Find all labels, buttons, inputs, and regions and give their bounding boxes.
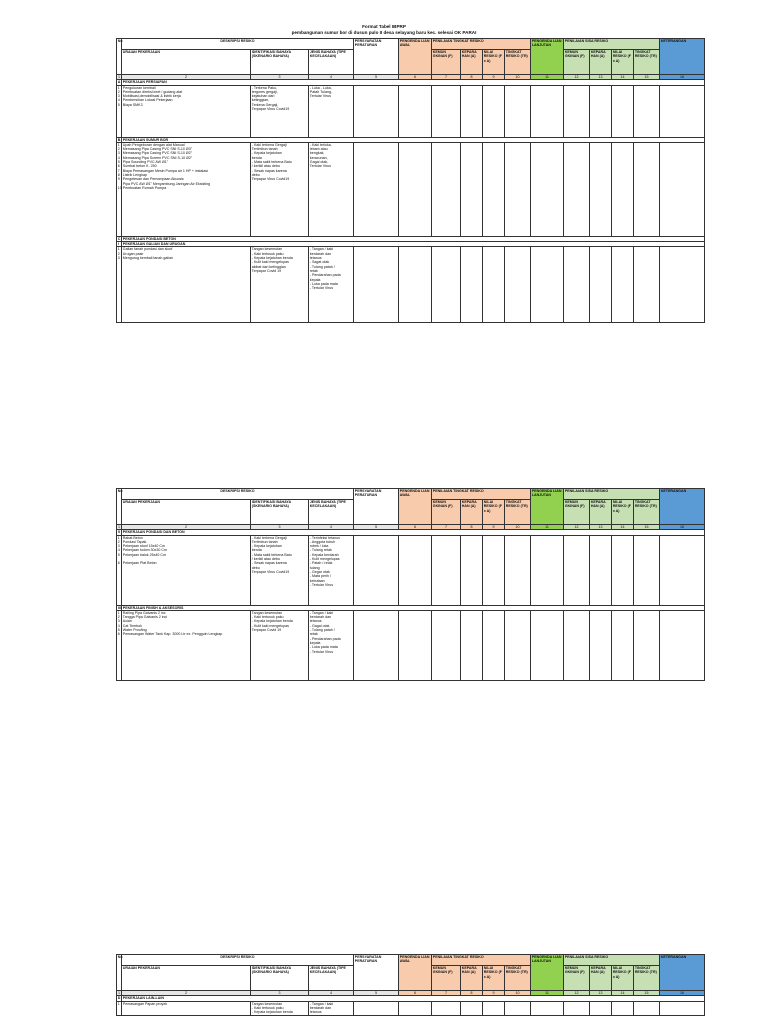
cell-line: Pekerjaan kolom 30x30 Cm: [122, 548, 167, 553]
work-items: [122, 142, 251, 236]
col-penilaian-sisa-header: PENILAIAN SISA RESIKO: [564, 489, 660, 500]
cell-line: - Tertular Virus: [309, 582, 334, 587]
col-nilai-header: NILAI RESIKO (F x A): [483, 50, 505, 75]
col-sisa-kemungkinan-header: KEMUN GKINAN (F): [564, 500, 590, 525]
section-title: PEKERJAAN PONDASI BETON: [122, 236, 705, 241]
cell-line: 2: [117, 615, 120, 620]
cell-line: 7: [117, 168, 120, 173]
cell-line: - Kulit kaki mengelupas: [251, 260, 289, 265]
document-title: Format Tabel IBPRP: [362, 24, 406, 29]
header-row-1: [117, 489, 705, 500]
col-pengendalian-awal-header: PENGENDA LIAN AWAL: [399, 955, 432, 991]
cell-line: - Tangan / kaki: [309, 247, 334, 252]
risk-table-page-1: [116, 38, 705, 323]
col-num: 2: [122, 991, 251, 996]
col-keparahan-header: KEPARA HAN (A): [461, 500, 483, 525]
cell-line: 3: [117, 256, 120, 261]
hazard-identification: [251, 247, 309, 323]
col-sisa-tingkat-header: TINGKAT RESIKO (TR): [634, 50, 660, 75]
cell-line: Memasang Pipa Casing PVC SNI S-10 Ø3": [122, 147, 192, 152]
cell-line: - Pendarahan pada: [309, 636, 341, 641]
col-sisa-keparahan-header: KEPARA HAN (A): [590, 500, 612, 525]
cell-line: Pemasangan Papan proyek: [122, 1001, 168, 1006]
section-title: PEKERJAAN PERSIAPAN: [122, 80, 705, 85]
section-code: II: [117, 530, 120, 535]
col-num: 2: [122, 525, 251, 530]
cell-line: 5: [117, 628, 120, 633]
cell-line: keracunan,: [309, 155, 328, 160]
col-num: 2: [122, 75, 251, 80]
cell-line: Listrik Lengkap: [122, 172, 147, 177]
col-num: 15: [634, 75, 660, 80]
cell-line: kepala: [309, 277, 321, 282]
col-num: 10: [505, 525, 531, 530]
col-tingkat-header: TINGKAT RESIKO (TR): [505, 500, 531, 525]
cell-line: Biaya SMK3: [122, 102, 143, 107]
col-sisa-nilai-header: NILAI RESIKO (F x A): [612, 50, 634, 75]
col-num: 8: [461, 525, 483, 530]
cell-line: - Kaki tertusuk paku: [251, 1005, 284, 1010]
cell-line: Pipa PVC AW Ø1" Menyambung Jaringan Air Eksisting: [122, 181, 211, 186]
section-code: C: [117, 236, 121, 241]
col-no-header: No: [117, 489, 122, 525]
cell-line: 5: [117, 552, 120, 557]
cell-line: Tertimbun tanah: [251, 147, 278, 152]
cell-line: Pondasi Tapak: [122, 539, 147, 544]
cell-line: tetanus: [309, 619, 322, 624]
col-num: 1: [118, 991, 120, 995]
section-title: PEKERJAAN SUMUR BOR: [122, 137, 705, 142]
cell-line: kejatuhan dari: [251, 94, 275, 99]
cell-line: 6: [117, 561, 120, 566]
col-sisa-tingkat-header: TINGKAT RESIKO (TR): [634, 966, 660, 991]
cell-line: Tangan kesemutan: [251, 247, 283, 252]
cell-line: - Sesak napas karena: [251, 168, 287, 173]
cell-line: - Patah / retak: [309, 561, 333, 566]
cell-line: Pengetesan dan Pemompaan Akuosis: [122, 177, 184, 182]
cell-line: 4: [117, 98, 120, 103]
col-num: 13: [590, 991, 612, 996]
table-row: [117, 142, 705, 236]
cell-line: Pembuatan Rumah Pompa: [122, 185, 167, 190]
col-num: 16: [660, 525, 705, 530]
col-deskripsi-header: DESKRIPSI RESIKO: [122, 39, 354, 50]
header-row-1: [117, 39, 705, 50]
cell-line: - Terkena Paku,: [251, 85, 277, 90]
hazard-identification: [251, 535, 309, 605]
col-penilaian-tingkat-header: PENILAIAN TINGKAT RESIKO: [432, 955, 531, 966]
col-num: 4: [309, 525, 354, 530]
cell-line: Terpapar Virus Covid19: [251, 569, 290, 574]
section-title: PEKERJAAN LAIN-LAIN: [122, 996, 705, 1001]
col-sisa-kemungkinan-header: KEMUN GKINAN (F): [564, 50, 590, 75]
cell-line: - Kepala kejatuhan: [251, 151, 282, 156]
section-code: B: [117, 137, 121, 142]
col-uraian-header: URAIAN PEKERJAAN: [122, 50, 251, 75]
cell-line: - Tertular Virus: [309, 286, 334, 291]
hazard-type: [309, 1001, 354, 1015]
cell-line: - Kaki terluka,: [309, 142, 332, 147]
section-code: A: [117, 80, 121, 85]
cell-line: 1: [117, 535, 120, 540]
cell-line: Pembuatan direksi keet / gudang alat: [122, 89, 183, 94]
col-num: 7: [432, 75, 461, 80]
cell-line: berdarah dan: [309, 1005, 332, 1010]
cell-line: Terkena Gergaji,: [251, 102, 279, 107]
cell-line: 2: [117, 539, 120, 544]
col-num: 8: [461, 991, 483, 996]
cell-line: 10: [117, 185, 122, 190]
cell-line: - Tangan / kaki: [309, 610, 334, 615]
cell-line: - Kaki terkena Gergaji: [251, 535, 287, 540]
col-num: 1: [118, 75, 120, 79]
cell-line: - Kaki tertusuk paku: [251, 251, 284, 256]
col-num: 9: [483, 525, 505, 530]
cell-line: - Mata perih /: [309, 574, 331, 579]
cell-line: 4: [117, 623, 120, 628]
cell-line: - Kepala kejatuhan: [251, 544, 282, 549]
col-sisa-keparahan-header: KEPARA HAN (A): [590, 966, 612, 991]
cell-line: Cat Tembok: [122, 623, 142, 628]
hazard-type: [309, 85, 354, 137]
document-subtitle: pembangunan sumur bor di dusun pulo II desa selayang baru kec. selesai OK PARAI: [291, 30, 477, 35]
hazard-type: [309, 535, 354, 605]
cell-line: - Sesak napas karena: [251, 561, 287, 566]
risk-table-page-2: [116, 488, 705, 681]
cell-line: - Kepala kejatuhan benda: [251, 256, 293, 261]
cell-line: Pengukuran kembali: [122, 85, 156, 90]
cell-line: Memasang Pipa Casing PVC SNI S-10 Ø2": [122, 151, 192, 156]
cell-line: - Kulit kaki mengelupas: [251, 623, 289, 628]
col-penilaian-sisa-header: PENILAIAN SISA RESIKO: [564, 39, 660, 50]
cell-line: Upah Pengeboran dengan alat Manual: [122, 142, 185, 147]
col-no-header: No: [117, 39, 122, 75]
cell-line: - Tulang patah /: [309, 264, 335, 269]
col-num: 1: [118, 525, 120, 529]
work-items: [122, 610, 251, 680]
cell-line: tetanus: [309, 1010, 322, 1015]
col-num: 11: [531, 75, 564, 80]
col-kemungkinan-header: KEMUN GKINAN (F): [432, 50, 461, 75]
section-code: D: [117, 996, 121, 1001]
cell-line: Pekerjaan balok 25x40 Cm: [122, 552, 166, 557]
cell-line: - Tulang retak: [309, 548, 332, 553]
cell-line: retak: [309, 268, 318, 273]
col-keterangan-header: KETERANGAN: [660, 955, 705, 991]
cell-line: 3: [117, 619, 120, 624]
cell-line: - Kaki terkena Gergaji: [251, 142, 287, 147]
cell-line: 1: [117, 1001, 120, 1006]
col-num: 14: [612, 525, 634, 530]
cell-line: Terpapar Virus Covid19: [251, 177, 290, 182]
cell-line: - Kepala kejatuhan benda: [251, 619, 293, 624]
col-num: 7: [432, 525, 461, 530]
col-num: 10: [505, 75, 531, 80]
col-sisa-keparahan-header: KEPARA HAN (A): [590, 50, 612, 75]
col-jenis-header: JENIS BAHAYA (TIPE KECELAKAAN): [309, 500, 354, 525]
cell-line: tulang: [309, 565, 320, 570]
section-code: I: [117, 242, 122, 247]
col-kemungkinan-header: KEMUN GKINAN (F): [432, 500, 461, 525]
col-num: 11: [531, 525, 564, 530]
cell-line: Terpapar Covid 19: [251, 268, 282, 273]
col-penilaian-tingkat-header: PENILAIAN TINGKAT RESIKO: [432, 489, 531, 500]
col-pengendalian-lanjutan-header: PENGENDA LIAN LANJUTAN: [531, 489, 564, 525]
col-num: 16: [660, 991, 705, 996]
col-tingkat-header: TINGKAT RESIKO (TR): [505, 50, 531, 75]
cell-line: 1: [117, 85, 120, 90]
col-num: 15: [634, 525, 660, 530]
cell-line: 3: [117, 94, 120, 99]
cell-line: Acian: [122, 619, 132, 624]
col-jenis-header: JENIS BAHAYA (TIPE KECELAKAAN): [309, 966, 354, 991]
col-persyaratan-header: PERSYARATAN PERATURAN: [354, 955, 399, 991]
col-num: 3: [251, 525, 309, 530]
hazard-type: [309, 247, 354, 323]
cell-line: - Sagat otak: [309, 260, 330, 265]
hazard-identification: [251, 1001, 309, 1015]
col-keparahan-header: KEPARA HAN (A): [461, 50, 483, 75]
cell-line: tergores gergaji,: [251, 89, 278, 94]
cell-line: bengkak,: [309, 151, 325, 156]
cell-line: Gagal otak,: [309, 160, 329, 165]
cell-line: Tangan kesemutan: [251, 1001, 283, 1006]
cell-line: Tertular Virus: [309, 164, 331, 169]
cell-line: kepala: [309, 640, 321, 645]
cell-line: retak: [309, 632, 318, 637]
cell-line: 4: [117, 155, 120, 160]
cell-line: berdarah dan: [309, 615, 332, 620]
cell-line: Memasang Pipa Screen PVC SNI S-10 Ø2": [122, 155, 193, 160]
col-num: 16: [660, 75, 705, 80]
cell-line: - Mata sakit terkena Batu: [251, 160, 292, 165]
cell-line: akibat dari ketinggian: [251, 264, 286, 269]
col-num: 6: [399, 75, 432, 80]
col-num: 13: [590, 75, 612, 80]
cell-line: - Luka - Luka,: [309, 85, 332, 90]
work-items: [122, 247, 251, 323]
col-num: 14: [612, 991, 634, 996]
cell-line: 2: [117, 147, 120, 152]
cell-line: Galian tanah pondasi dan sloof: [122, 247, 173, 252]
cell-line: / kerikil atau debu: [251, 557, 280, 562]
cell-line: Tangan kesemutan: [251, 610, 283, 615]
cell-line: Terpapar Virus Covid19: [251, 107, 290, 112]
col-num: 9: [483, 75, 505, 80]
col-num: 14: [612, 75, 634, 80]
col-pengendalian-awal-header: PENGENDA LIAN AWAL: [399, 489, 432, 525]
cell-line: Tangga Pipa Galvanis 2 inci: [122, 615, 168, 620]
header-row-1: [117, 955, 705, 966]
cell-line: / kerikil atau debu: [251, 164, 280, 169]
col-sisa-nilai-header: NILAI RESIKO (F x A): [612, 966, 634, 991]
cell-line: Biaya Pemasangan Mesin Pompa air 1 HP + instalasi: [122, 168, 208, 173]
col-num: 9: [483, 991, 505, 996]
cell-line: tetanus: [309, 256, 322, 261]
section-title: PEKERJAAN GALIAN DAN URUGAN: [122, 242, 705, 247]
cell-line: 3: [117, 544, 120, 549]
cell-line: - Luka pada mata: [309, 645, 338, 650]
section-code: III: [117, 605, 121, 610]
col-num: 13: [590, 525, 612, 530]
col-deskripsi-header: DESKRIPSI RESIKO: [122, 955, 354, 966]
col-keterangan-header: KETERANGAN: [660, 489, 705, 525]
col-keparahan-header: KEPARA HAN (A): [461, 966, 483, 991]
cell-line: - Gagal otak: [309, 623, 330, 628]
hazard-identification: [251, 85, 309, 137]
col-keterangan-header: KETERANGAN: [660, 39, 705, 75]
cell-line: 1: [117, 610, 120, 615]
cell-line: benda: [251, 155, 262, 160]
section-title: PEKERJAAN FINISH & AKSESORIS: [122, 605, 705, 610]
cell-line: - Terinfeksi tetanus: [309, 535, 340, 540]
col-num: 12: [564, 525, 590, 530]
cell-line: 4: [117, 548, 120, 553]
cell-line: 1: [117, 142, 120, 147]
cell-line: Tertular Virus: [309, 94, 331, 99]
col-num: 6: [399, 525, 432, 530]
cell-line: 6: [117, 164, 120, 169]
cell-line: - Gegar otak: [309, 569, 330, 574]
col-persyaratan-header: PERSYARATAN PERATURAN: [354, 39, 399, 75]
cell-line: Mengurug kembali tanah galian: [122, 256, 173, 261]
cell-line: 1: [117, 247, 120, 252]
col-deskripsi-header: DESKRIPSI RESIKO: [122, 489, 354, 500]
work-items: [122, 1001, 251, 1015]
work-items: [122, 535, 251, 605]
col-tingkat-header: TINGKAT RESIKO (TR): [505, 966, 531, 991]
cell-line: Patah Tulang,: [309, 89, 332, 94]
col-nilai-header: NILAI RESIKO (F x A): [483, 966, 505, 991]
col-num: 12: [564, 991, 590, 996]
cell-line: 9: [117, 177, 120, 182]
col-num: 11: [531, 991, 564, 996]
col-num: 4: [309, 991, 354, 996]
cell-line: - Mata sakit terkena Batu: [251, 552, 292, 557]
cell-line: - Anggota tubuh: [309, 539, 336, 544]
cell-line: 3: [117, 151, 120, 156]
cell-line: robek / luka: [309, 544, 329, 549]
cell-line: Pekerjaan Plat Beton: [122, 561, 157, 566]
cell-line: kebutaan: [309, 578, 325, 583]
cell-line: lebam atau: [309, 147, 328, 152]
cell-line: - Tulang patah /: [309, 628, 335, 633]
cell-line: 5: [117, 160, 120, 165]
col-pengendalian-awal-header: PENGENDA LIAN AWAL: [399, 39, 432, 75]
cell-line: - Kaki tertusuk paku: [251, 615, 284, 620]
col-num: 10: [505, 991, 531, 996]
hazard-identification: [251, 610, 309, 680]
col-num: 5: [354, 75, 399, 80]
cell-line: 6: [117, 632, 120, 637]
cell-line: - Kepala kejatuhan benda: [251, 1010, 293, 1015]
cell-line: debu: [251, 172, 260, 177]
cell-line: Railing Pipa Galvanis 2 inc: [122, 610, 166, 615]
cell-line: - Kulit mengelupas: [309, 557, 340, 562]
col-no-header: No: [117, 955, 122, 991]
col-num: 3: [251, 75, 309, 80]
col-num: 15: [634, 991, 660, 996]
col-penilaian-tingkat-header: PENILAIAN TINGKAT RESIKO: [432, 39, 531, 50]
cell-line: Pembersihan Lokasi Pekerjaan: [122, 98, 173, 103]
cell-line: - Kepala berdarah: [309, 552, 339, 557]
col-identifikasi-header: IDENTIFIKASI BAHAYA (SKENARIO BAHAYA): [251, 966, 309, 991]
cell-line: Water Proofing: [122, 628, 147, 633]
col-identifikasi-header: IDENTIFIKASI BAHAYA (SKENARIO BAHAYA): [251, 50, 309, 75]
col-num: 12: [564, 75, 590, 80]
table-row: [117, 535, 705, 605]
cell-line: Mobilisasi,demobilisasi & listrik kerja: [122, 94, 181, 99]
col-sisa-kemungkinan-header: KEMUN GKINAN (F): [564, 966, 590, 991]
cell-line: benda: [251, 548, 262, 553]
col-num: 8: [461, 75, 483, 80]
col-num: 3: [251, 991, 309, 996]
cell-line: ketinggian,: [251, 98, 270, 103]
risk-table-page-3: [116, 954, 705, 1016]
section-title: PEKERJAAN PONDASI DAN BETON: [122, 530, 705, 535]
cell-line: Rabat Beton: [122, 535, 143, 540]
table-row: [117, 1001, 705, 1015]
cell-line: - Pendarahan pada: [309, 273, 341, 278]
cell-line: 5: [117, 102, 120, 107]
col-num: 5: [354, 991, 399, 996]
hazard-type: [309, 142, 354, 236]
cell-line: - Tangan / kaki: [309, 1001, 334, 1006]
table-row: [117, 247, 705, 323]
col-sisa-nilai-header: NILAI RESIKO (F x A): [612, 500, 634, 525]
cell-line: - Luka pada mata: [309, 281, 338, 286]
col-pengendalian-lanjutan-header: PENGENDA LIAN LANJUTAN: [531, 39, 564, 75]
col-identifikasi-header: IDENTIFIKASI BAHAYA (SKENARIO BAHAYA): [251, 500, 309, 525]
cell-line: debu: [251, 565, 260, 570]
work-items: [122, 85, 251, 137]
table-row: [117, 610, 705, 680]
cell-line: 8: [117, 172, 120, 177]
col-num: 7: [432, 991, 461, 996]
col-pengendalian-lanjutan-header: PENGENDA LIAN LANJUTAN: [531, 955, 564, 991]
hazard-type: [309, 610, 354, 680]
col-sisa-tingkat-header: TINGKAT RESIKO (TR): [634, 500, 660, 525]
col-uraian-header: URAIAN PEKERJAAN: [122, 966, 251, 991]
cell-line: Sumbat beton K. 250: [122, 164, 157, 169]
col-jenis-header: JENIS BAHAYA (TIPE KECELAKAAN): [309, 50, 354, 75]
col-uraian-header: URAIAN PEKERJAAN: [122, 500, 251, 525]
cell-line: - Tertular Virus: [309, 649, 334, 654]
cell-line: berdarah dan: [309, 251, 332, 256]
col-num: 4: [309, 75, 354, 80]
col-nilai-header: NILAI RESIKO (F x A): [483, 500, 505, 525]
col-num: 5: [354, 525, 399, 530]
cell-line: 2: [117, 251, 120, 256]
cell-line: Tertimbun tanah: [251, 539, 278, 544]
cell-line: Terpapar Covid 19: [251, 628, 282, 633]
col-penilaian-sisa-header: PENILAIAN SISA RESIKO: [564, 955, 660, 966]
cell-line: Pekerjaan sloof 15x40 Cm: [122, 544, 165, 549]
table-row: [117, 85, 705, 137]
cell-line: Pemasangan Water Tank Kap. 3000 Ltr ex. Pengguin Lengkap: [122, 632, 223, 637]
cell-line: 2: [117, 89, 120, 94]
hazard-identification: [251, 142, 309, 236]
col-kemungkinan-header: KEMUN GKINAN (F): [432, 966, 461, 991]
cell-line: Urugan pasir: [122, 251, 144, 256]
col-persyaratan-header: PERSYARATAN PERATURAN: [354, 489, 399, 525]
cell-line: Pipa Sounding PVC AW Ø1": [122, 160, 169, 165]
col-num: 6: [399, 991, 432, 996]
